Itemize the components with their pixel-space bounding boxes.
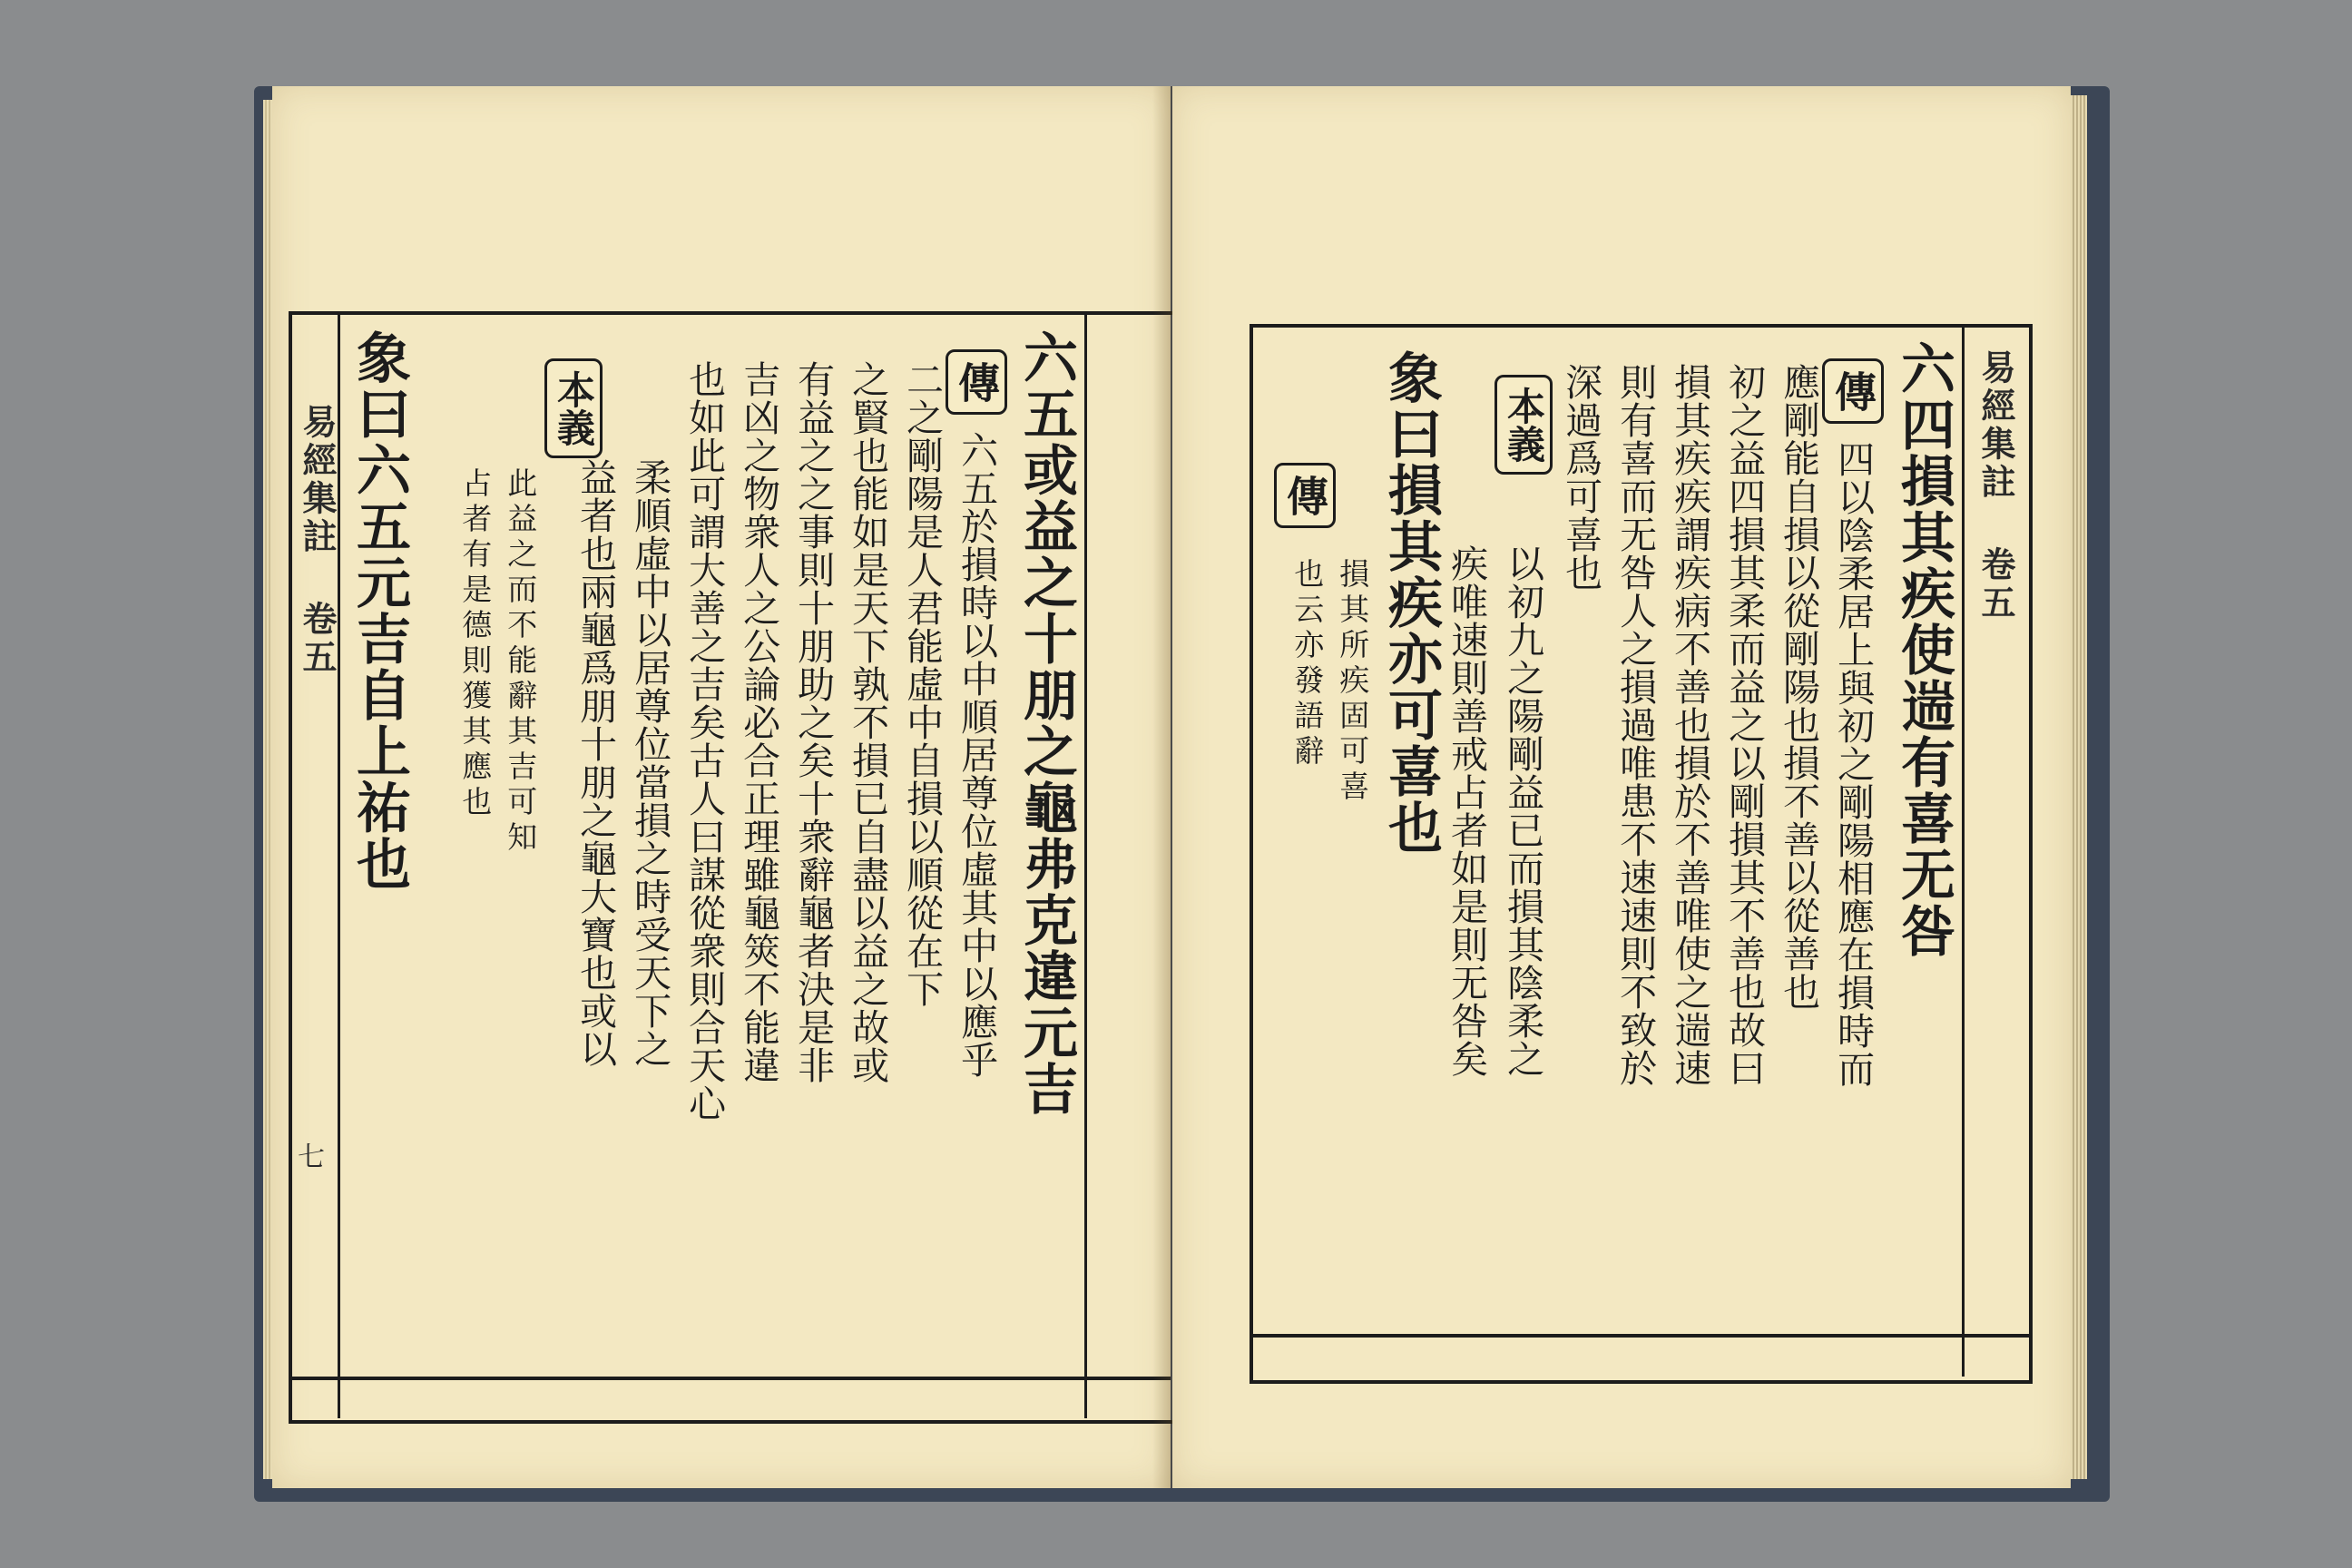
commentary-line: 應剛能自損以從剛陽也損不善以從善也 xyxy=(1777,363,1821,1011)
left-inner-rule xyxy=(1084,311,1087,1418)
left-benyi-tag: 本義 xyxy=(544,358,603,458)
commentary-line: 損其所疾固可喜 xyxy=(1335,558,1371,806)
commentary-line: 疾唯速則善戒占者如是則无咎矣 xyxy=(1445,544,1489,1078)
right-benyi-tag: 本義 xyxy=(1494,375,1553,475)
commentary-line: 四以陰柔居上與初之剛陽相應在損時而 xyxy=(1831,440,1876,1088)
commentary-line: 柔順虛中以居尊位當損之時受天下之 xyxy=(628,458,672,1068)
commentary-line: 也如此可謂大善之吉矣古人曰謀從衆則合天心 xyxy=(682,360,727,1122)
right-margin-title: 易經集註 卷五 xyxy=(1975,349,2016,622)
left-zhuan-tag: 傳 xyxy=(946,349,1007,415)
right-main-line: 六四損其疾使遄有喜无咎 xyxy=(1892,340,1955,959)
right-margin-rule xyxy=(1962,324,1965,1377)
commentary-line: 初之益四損其柔而益之以剛損其不善也故曰 xyxy=(1722,363,1767,1087)
commentary-line: 此益之而不能辭其吉可知 xyxy=(503,467,539,857)
commentary-line: 則有喜而无咎人之損過唯患不速速則不致於 xyxy=(1613,363,1658,1087)
right-bottom-rule xyxy=(1250,1334,2029,1338)
left-margin-page-number: 七 xyxy=(298,1142,325,1173)
commentary-line: 以初九之陽剛益已而損其陰柔之 xyxy=(1501,544,1545,1078)
right-page xyxy=(1172,86,2071,1488)
commentary-line: 深過爲可喜也 xyxy=(1559,363,1603,592)
commentary-line: 六五於損時以中順居尊位虛其中以應乎 xyxy=(955,431,999,1079)
commentary-line: 吉凶之物衆人之公論必合正理雖龜筴不能違 xyxy=(737,360,781,1084)
commentary-line: 之賢也能如是天下孰不損已自盡以益之故或 xyxy=(846,360,890,1084)
commentary-line: 二之剛陽是人君能虛中自損以順從在下 xyxy=(900,360,945,1008)
commentary-line: 益者也兩龜爲朋十朋之龜大寶也或以 xyxy=(573,458,618,1068)
commentary-line: 有益之之事則十朋助之矣十衆辭龜者決是非 xyxy=(791,360,836,1084)
left-page xyxy=(272,86,1171,1488)
left-main-line: 六五或益之十朋之龜弗克違元吉 xyxy=(1014,329,1078,1117)
commentary-line: 占者有是德則獲其應也 xyxy=(457,467,494,821)
commentary-line: 損其疾疾謂疾病不善也損於不善唯使之遄速 xyxy=(1668,363,1712,1087)
left-xiang-line: 象曰六五元吉自上祐也 xyxy=(348,329,411,892)
right-xiang-zhuan-tag: 傳 xyxy=(1274,463,1336,528)
right-zhuan-tag: 傳 xyxy=(1822,358,1884,424)
right-xiang-line: 象曰損其疾亦可喜也 xyxy=(1379,349,1443,856)
commentary-line: 也云亦發語辭 xyxy=(1289,558,1326,770)
left-bottom-rule xyxy=(289,1377,1171,1380)
left-margin-title: 易經集註 卷五 xyxy=(297,404,338,677)
